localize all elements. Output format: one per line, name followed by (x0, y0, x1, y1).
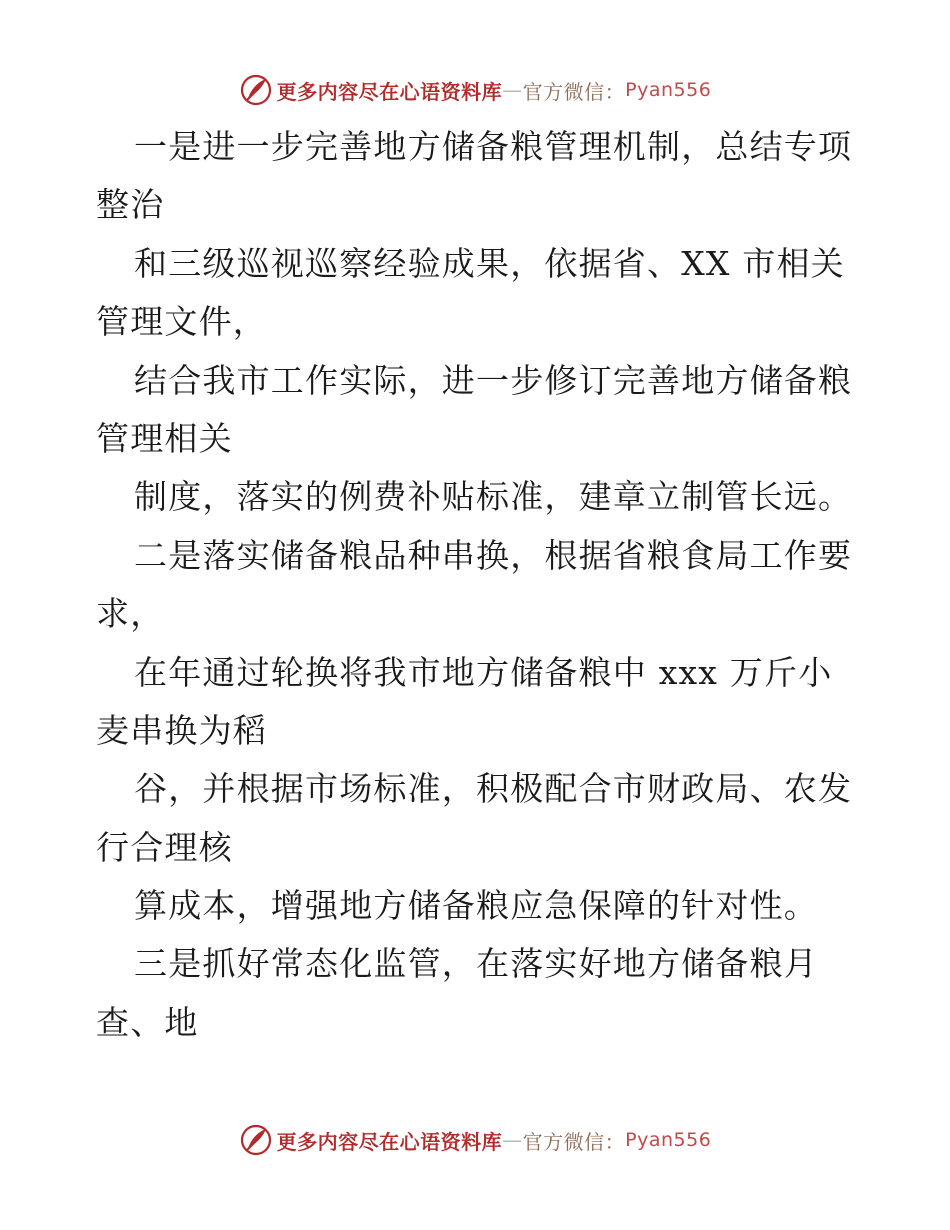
text-line: 算成本，增强地方储备粮应急保障的针对性。 (134, 886, 818, 926)
wechat-id: Pyan556 (625, 79, 712, 101)
wechat-label: 官方微信： (522, 79, 626, 104)
text-line: 三是抓好常态化监管，在落实好地方储备粮月 (134, 944, 818, 984)
quill-logo-icon (239, 73, 273, 107)
text-line: 一是进一步完善地方储备粮管理机制，总结专项 (134, 127, 853, 166)
document-body (96, 118, 876, 1052)
text-line: 结合我市工作实际，进一步修订完善地方储备粮 (134, 360, 853, 400)
text-line: 麦串换为稻 (96, 710, 267, 750)
text-line: 管理相关 (96, 418, 233, 458)
banner-separator: — (502, 1128, 523, 1152)
text-line: 整治 (96, 185, 165, 225)
header-banner (0, 68, 950, 112)
text-line: 行合理核 (96, 827, 233, 867)
quill-logo-icon (239, 1123, 273, 1157)
banner-separator: — (502, 78, 523, 102)
footer-banner (0, 1118, 950, 1162)
text-line: 和三级巡视巡察经验成果，依据省、XX 市相关 (134, 243, 845, 283)
site-name: 更多内容尽在心语资料库 (276, 79, 503, 104)
text-line: 二是落实储备粮品种串换，根据省粮食局工作要 (134, 535, 853, 575)
text-line: 谷，并根据市场标准，积极配合市财政局、农发 (134, 769, 853, 809)
text-line: 查、地 (96, 1002, 199, 1042)
text-line: 在年通过轮换将我市地方储备粮中 xxx 万斤小 (134, 652, 833, 692)
text-line: 管理文件， (96, 302, 267, 342)
text-line: 求， (96, 594, 165, 634)
site-name: 更多内容尽在心语资料库 (276, 1129, 503, 1154)
wechat-label: 官方微信： (522, 1129, 626, 1154)
text-line: 制度，落实的例费补贴标准，建章立制管长远。 (134, 477, 853, 517)
wechat-id: Pyan556 (625, 1129, 712, 1151)
